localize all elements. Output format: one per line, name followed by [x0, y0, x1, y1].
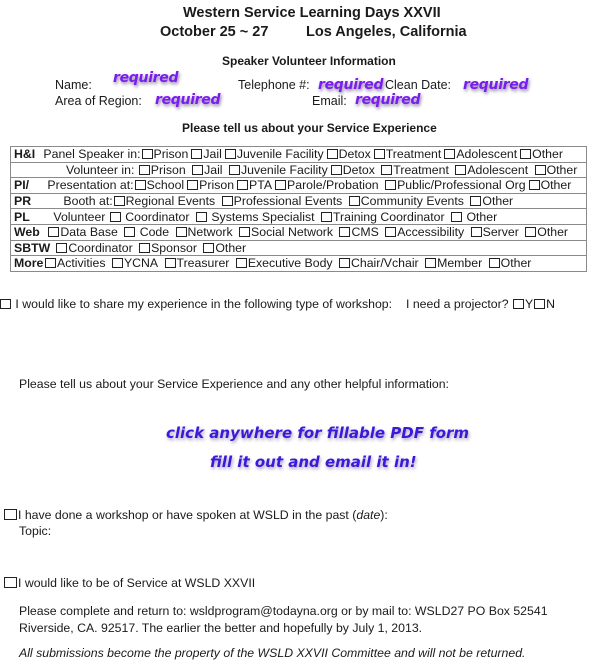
checkbox-parole-probation[interactable]: [275, 180, 286, 190]
checkbox-cms[interactable]: [339, 227, 350, 237]
option-label: CMS: [351, 225, 379, 240]
option-label: Treatment: [393, 162, 449, 177]
checkbox-treatment[interactable]: [381, 165, 392, 175]
option-label: Executive Body: [247, 256, 333, 271]
category-label: H&I: [14, 147, 36, 162]
checkbox-member[interactable]: [425, 258, 436, 268]
option-label: Detox: [342, 162, 375, 177]
checkbox-volunteer[interactable]: [110, 212, 121, 222]
option-label: PTA: [249, 178, 273, 193]
checkbox-server[interactable]: [471, 227, 482, 237]
checkbox-other[interactable]: [525, 227, 536, 237]
option-label: Professional Events: [233, 194, 343, 209]
option-label: Community Events: [360, 194, 464, 209]
option-label: Systems Specialist: [211, 209, 315, 224]
checkbox-other[interactable]: [470, 196, 481, 206]
fillable-pdf-link[interactable]: click anywhere for fillable PDF form: [166, 424, 470, 442]
section-title: Speaker Volunteer Information: [222, 54, 396, 68]
checkbox-code[interactable]: [124, 227, 135, 237]
option-label: Juvenile Facility: [240, 162, 328, 177]
category-label: SBTW: [14, 240, 51, 255]
table-row-pl: [11, 209, 587, 225]
checkbox-other[interactable]: [520, 149, 531, 159]
projector-yes-label: Y: [524, 297, 534, 311]
option-label: Other: [540, 178, 572, 193]
projector-yes-checkbox[interactable]: [513, 299, 524, 309]
service-label: I would like to be of Service at WSLD XXVII: [18, 576, 256, 590]
option-label: Public/Professional Org: [397, 178, 526, 193]
service-row: [3, 576, 255, 590]
checkbox-jail[interactable]: [191, 149, 202, 159]
category-label: PI/: [14, 178, 30, 193]
category-label: More: [14, 256, 44, 271]
workshop-row: [0, 297, 392, 311]
checkbox-other[interactable]: [529, 180, 540, 190]
option-label: Other: [532, 147, 563, 162]
checkbox-juvenile-facility[interactable]: [225, 149, 236, 159]
checkbox-detox[interactable]: [331, 165, 342, 175]
area-of-region-label: Area of Region:: [55, 94, 142, 108]
option-label: Training Coordinator: [332, 209, 445, 224]
table-row-hi-panel: [11, 147, 587, 163]
checkbox-other[interactable]: [489, 258, 500, 268]
row-prefix: Panel Speaker in:: [43, 147, 141, 162]
projector-row: [406, 297, 555, 311]
checkbox-prison[interactable]: [187, 180, 198, 190]
checkbox-chair-vchair[interactable]: [339, 258, 350, 268]
option-label: Treatment: [385, 147, 442, 162]
option-label: Network: [187, 225, 233, 240]
category-label: PL: [14, 209, 30, 224]
option-label: Parole/Probation: [287, 178, 379, 193]
clean-date-label: Clean Date:: [385, 78, 452, 92]
checkbox-data-base[interactable]: [48, 227, 59, 237]
option-label: Treasurer: [176, 256, 230, 271]
workshop-checkbox[interactable]: [0, 299, 11, 309]
option-label: Server: [482, 225, 519, 240]
service-info-prompt: Please tell us about your Service Experience and any other helpful information:: [19, 377, 449, 391]
event-title: Western Service Learning Days XXVII: [183, 5, 441, 21]
option-label: Prison: [153, 147, 189, 162]
table-row-more: [11, 256, 587, 272]
checkbox-jail[interactable]: [192, 165, 203, 175]
checkbox-coordinator[interactable]: [196, 212, 207, 222]
name-field[interactable]: required: [113, 70, 179, 86]
option-label: YCNA: [123, 256, 159, 271]
checkbox-adolescent[interactable]: [444, 149, 455, 159]
checkbox-social-network[interactable]: [239, 227, 250, 237]
past-workshop-label-end: ):: [380, 508, 388, 522]
checkbox-ycna[interactable]: [112, 258, 123, 268]
name-label: Name:: [55, 78, 92, 92]
checkbox-juvenile-facility[interactable]: [229, 165, 240, 175]
email-label: Email:: [312, 94, 347, 108]
email-it-in-link[interactable]: fill it out and email it in!: [210, 453, 417, 471]
checkbox-detox[interactable]: [327, 149, 338, 159]
option-label: Adolescent: [467, 162, 529, 177]
checkbox-activities[interactable]: [45, 258, 56, 268]
option-label: Prison: [199, 178, 235, 193]
option-label: Data Base: [60, 225, 118, 240]
checkbox-network[interactable]: [176, 227, 187, 237]
checkbox-sponsor[interactable]: [139, 243, 150, 253]
option-label: Jail: [203, 147, 222, 162]
past-workshop-label: I have done a workshop or have spoken at WSLD in the past (: [18, 508, 357, 522]
return-info-line2: Riverside, CA. 92517. The earlier the better and hopefully by July 1, 2013.: [19, 621, 423, 635]
option-label: Other: [215, 240, 247, 255]
option-label: Detox: [338, 147, 371, 162]
experience-table: [10, 146, 587, 272]
option-label: School: [146, 178, 185, 193]
checkbox-other[interactable]: [203, 243, 214, 253]
checkbox-pta[interactable]: [237, 180, 248, 190]
projector-no-checkbox[interactable]: [534, 299, 545, 309]
workshop-label: I would like to share my experience in the following type of workshop:: [15, 297, 393, 311]
projector-no-label: N: [546, 297, 556, 311]
checkbox-other[interactable]: [535, 165, 546, 175]
table-row-web: [11, 224, 587, 240]
option-label: Juvenile Facility: [236, 147, 324, 162]
option-label: Other: [537, 225, 569, 240]
checkbox-treasurer[interactable]: [165, 258, 176, 268]
option-label: Regional Events: [125, 194, 216, 209]
checkbox-prison[interactable]: [142, 149, 153, 159]
option-label: Social Network: [251, 225, 334, 240]
past-workshop-checkbox[interactable]: [4, 509, 17, 520]
experience-heading: Please tell us about your Service Experience: [182, 121, 437, 135]
table-row-pi: [11, 178, 587, 194]
option-label: Adolescent: [456, 147, 518, 162]
event-location: Los Angeles, California: [306, 24, 467, 40]
checkbox-coordinator[interactable]: [56, 243, 67, 253]
past-workshop-row: [3, 508, 388, 522]
date-label: date: [356, 508, 381, 522]
option-label: Jail: [204, 162, 223, 177]
clean-date-field[interactable]: required: [463, 77, 529, 93]
area-of-region-field[interactable]: required: [155, 92, 221, 108]
event-dates: October 25 ~ 27: [160, 24, 269, 40]
email-field[interactable]: required: [355, 92, 421, 108]
service-checkbox[interactable]: [4, 577, 17, 588]
checkbox-adolescent[interactable]: [455, 165, 466, 175]
category-label: PR: [14, 194, 32, 209]
checkbox-public-professional-org[interactable]: [385, 180, 396, 190]
checkbox-regional-events[interactable]: [114, 196, 125, 206]
option-label: Prison: [150, 162, 186, 177]
table-row-hi-volunteer: [11, 162, 587, 178]
checkbox-training-coordinator[interactable]: [451, 212, 462, 222]
option-label: Other: [466, 209, 498, 224]
checkbox-prison[interactable]: [139, 165, 150, 175]
option-label: Member: [437, 256, 483, 271]
checkbox-professional-events[interactable]: [222, 196, 233, 206]
return-info-line1: Please complete and return to: wsldprogram@todayna.org or by mail to: WSLD27 PO Box 52541: [19, 604, 548, 618]
option-label: Chair/Vchair: [351, 256, 419, 271]
checkbox-accessibility[interactable]: [385, 227, 396, 237]
disclaimer: All submissions become the property of the WSLD XXVII Committee and will not be returned.: [19, 646, 526, 660]
row-prefix: Presentation at:: [47, 178, 134, 193]
table-row-sbtw: [11, 240, 587, 256]
topic-label: Topic:: [19, 524, 52, 538]
checkbox-systems-specialist[interactable]: [321, 212, 332, 222]
row-prefix: Booth at:: [63, 194, 113, 209]
option-label: Coordinator: [68, 240, 133, 255]
projector-label: I need a projector?: [406, 297, 509, 311]
option-label: Other: [500, 256, 532, 271]
row-prefix: Volunteer in:: [66, 162, 135, 177]
checkbox-school[interactable]: [135, 180, 146, 190]
checkbox-treatment[interactable]: [374, 149, 385, 159]
category-label: Web: [14, 225, 40, 240]
table-row-pr: [11, 193, 587, 209]
option-label: Other: [546, 162, 578, 177]
option-label: Code: [139, 225, 170, 240]
checkbox-executive-body[interactable]: [236, 258, 247, 268]
checkbox-community-events[interactable]: [349, 196, 360, 206]
telephone-label: Telephone #:: [238, 78, 310, 92]
option-label: Coordinator: [125, 209, 190, 224]
option-label: Activities: [57, 256, 106, 271]
option-label: Other: [482, 194, 514, 209]
row-prefix: Volunteer: [53, 209, 106, 224]
telephone-field[interactable]: required: [318, 77, 384, 93]
option-label: Accessibility: [397, 225, 465, 240]
option-label: Sponsor: [151, 240, 197, 255]
